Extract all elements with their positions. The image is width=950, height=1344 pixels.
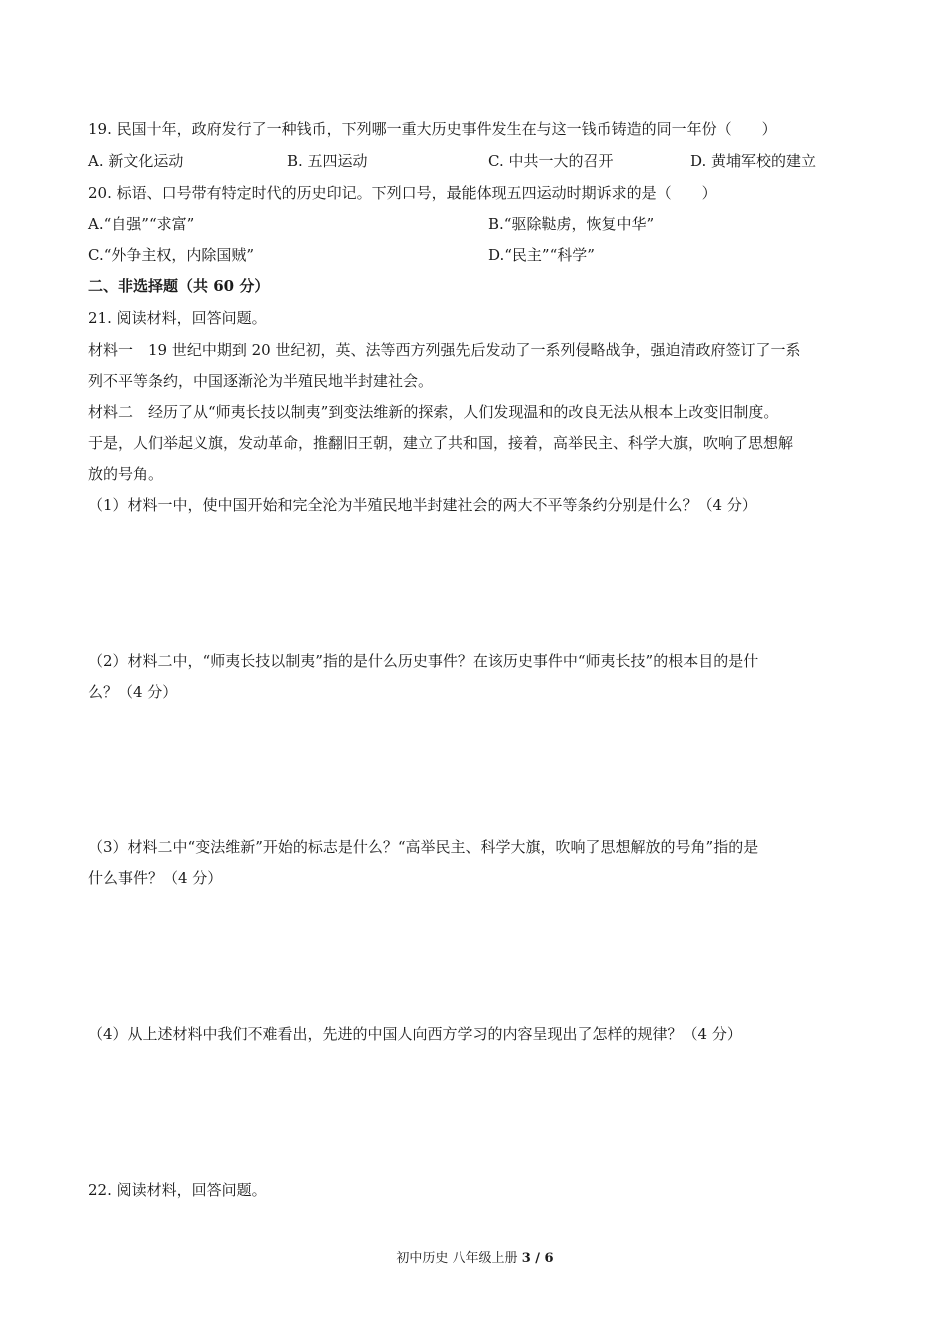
q19-option-c: C. 中共一大的召开	[488, 152, 614, 170]
q19-option-b: B. 五四运动	[287, 152, 368, 170]
q20-option-c: C.“外争主权，内除国贼”	[88, 246, 255, 264]
q21-material2-line2: 于是，人们举起义旗，发动革命，推翻旧王朝，建立了共和国，接着，高举民主、科学大旗，吹响了思想解	[88, 434, 794, 452]
q21-sub3-line2: 什么事件？（4 分）	[88, 869, 223, 887]
q20-options-row1	[88, 214, 878, 234]
q20-option-b: B.“驱除鞑虏，恢复中华”	[488, 215, 655, 233]
q21-stem: 21. 阅读材料，回答问题。	[88, 309, 267, 327]
q19-stem: 19. 民国十年，政府发行了一种钱币，下列哪一重大历史事件发生在与这一钱币铸造的同一年份（ ）	[88, 120, 777, 138]
q21-sub2-line2: 么？（4 分）	[88, 683, 178, 701]
q20-option-d: D.“民主”“科学”	[488, 246, 595, 264]
page-footer	[0, 1250, 950, 1268]
q22-stem: 22. 阅读材料，回答问题。	[88, 1181, 267, 1199]
q19-option-a: A. 新文化运动	[88, 152, 184, 170]
q21-sub3-line1: （3）材料二中“变法维新”开始的标志是什么？“高举民主、科学大旗，吹响了思想解放的号角”指的是	[88, 838, 759, 856]
q21-sub4: （4）从上述材料中我们不难看出，先进的中国人向西方学习的内容呈现出了怎样的规律？（4 分）	[88, 1025, 742, 1043]
q19-options	[88, 151, 878, 171]
q20-option-a: A.“自强”“求富”	[88, 215, 195, 233]
q21-material1-line1: 材料一 19 世纪中期到 20 世纪初，英、法等西方列强先后发动了一系列侵略战争，强迫清政府签订了一系	[88, 341, 801, 359]
q19-option-d: D. 黄埔军校的建立	[690, 152, 817, 170]
section-title: 二、非选择题（共 60 分）	[88, 277, 270, 295]
page-number: 3 / 6	[521, 1251, 554, 1266]
q21-sub1: （1）材料一中，使中国开始和完全沦为半殖民地半封建社会的两大不平等条约分别是什么？（4 分）	[88, 496, 757, 514]
q21-sub2-line1: （2）材料二中，“师夷长技以制夷”指的是什么历史事件？在该历史事件中“师夷长技”的根本目的是什	[88, 652, 759, 670]
footer-label: 初中历史 八年级上册	[396, 1251, 522, 1266]
q20-options-row2	[88, 245, 878, 265]
q21-material1-line2: 列不平等条约，中国逐渐沦为半殖民地半封建社会。	[88, 372, 434, 390]
q20-stem: 20. 标语、口号带有特定时代的历史印记。下列口号，最能体现五四运动时期诉求的是（ ）	[88, 184, 717, 202]
q21-material2-line1: 材料二 经历了从“师夷长技以制夷”到变法维新的探索，人们发现温和的改良无法从根本上改变旧制度。	[88, 403, 779, 421]
q21-material2-line3: 放的号角。	[88, 465, 164, 483]
